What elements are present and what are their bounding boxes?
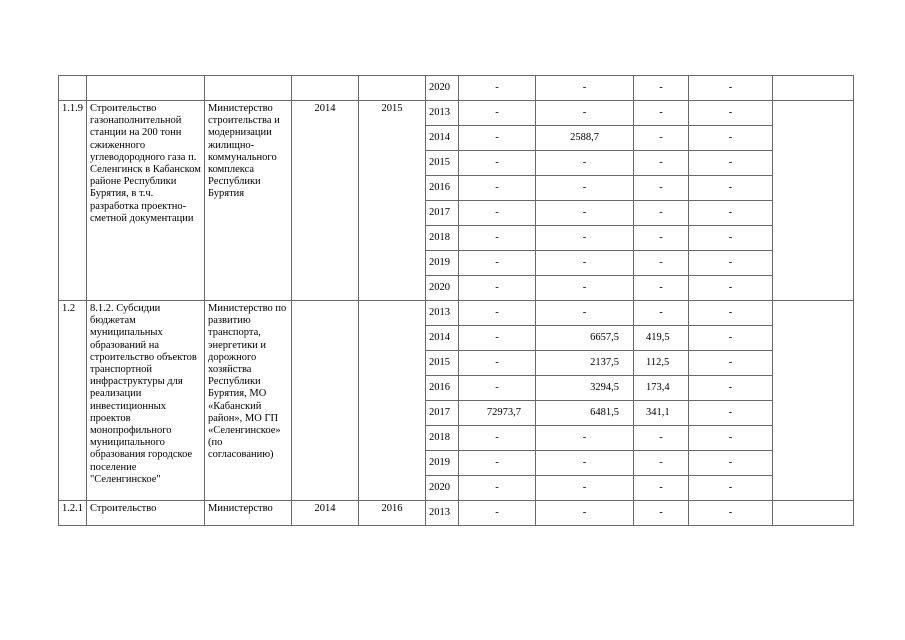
- item-responsible: Министерство по развитию транспорта, энергетики и дорожного хозяйства Республики Бурятия, МО «Кабанский район», МО ГП «Селенгинское» (по согласованию): [205, 301, 292, 501]
- item-name: Строительство: [87, 501, 205, 526]
- value-cell: -: [689, 326, 773, 351]
- year-cell: 2014: [426, 326, 459, 351]
- value-cell: -: [689, 201, 773, 226]
- value-cell: -: [689, 376, 773, 401]
- year-cell: 2019: [426, 251, 459, 276]
- value-cell: 6481,5: [536, 401, 634, 426]
- value-cell: -: [634, 451, 689, 476]
- value-cell: -: [536, 451, 634, 476]
- item-name: 8.1.2. Субсидии бюджетам муниципальных образований на строительство объектов транспортной инфраструктуры для реализации инвестиционных проектов монопрофильного муниципального образования городское поселение "Селенгинское": [87, 301, 205, 501]
- value-cell: -: [459, 451, 536, 476]
- year-cell: 2013: [426, 301, 459, 326]
- value-cell: 72973,7: [459, 401, 536, 426]
- value-cell: 173,4: [634, 376, 689, 401]
- value-cell: -: [459, 501, 536, 526]
- value-cell: -: [536, 501, 634, 526]
- year-cell: 2019: [426, 451, 459, 476]
- value-cell: -: [459, 151, 536, 176]
- value-cell: -: [459, 126, 536, 151]
- value-cell: -: [689, 151, 773, 176]
- value-cell: -: [634, 251, 689, 276]
- value-cell: -: [689, 251, 773, 276]
- empty-cell: [773, 501, 854, 526]
- value-cell: -: [634, 301, 689, 326]
- value-cell: -: [689, 401, 773, 426]
- table-row: [59, 76, 854, 101]
- value-cell: -: [634, 226, 689, 251]
- table-row: [59, 101, 854, 126]
- year-cell: 2016: [426, 176, 459, 201]
- year-cell: 2016: [426, 376, 459, 401]
- value-cell: -: [634, 501, 689, 526]
- value-cell: -: [459, 176, 536, 201]
- value-cell: -: [536, 226, 634, 251]
- value-cell: -: [689, 176, 773, 201]
- value-cell: -: [536, 176, 634, 201]
- item-number: 1.2: [59, 301, 87, 501]
- item-number: 1.2.1: [59, 501, 87, 526]
- program-table: [58, 75, 854, 526]
- end-year: 2016: [359, 501, 426, 526]
- value-cell: -: [459, 351, 536, 376]
- value-cell: -: [459, 476, 536, 501]
- year-cell: 2014: [426, 126, 459, 151]
- value-cell: -: [634, 101, 689, 126]
- empty-cell: [292, 76, 359, 101]
- empty-cell: [205, 76, 292, 101]
- year-cell: 2015: [426, 351, 459, 376]
- value-cell: -: [689, 126, 773, 151]
- year-cell: 2018: [426, 426, 459, 451]
- value-cell: -: [459, 426, 536, 451]
- value-cell: -: [634, 426, 689, 451]
- start-year: [292, 301, 359, 501]
- value-cell: -: [689, 76, 773, 101]
- empty-cell: [359, 76, 426, 101]
- value-cell: -: [536, 76, 634, 101]
- empty-cell: [87, 76, 205, 101]
- year-cell: 2017: [426, 401, 459, 426]
- year-cell: 2020: [426, 76, 459, 101]
- value-cell: -: [536, 301, 634, 326]
- item-name: Строительство газонаполнительной станции на 200 тонн сжиженного углеводородного газа п. Селенгинск в Кабанском районе Республики Бурятия, в т.ч. разработка проектно-сметной документации: [87, 101, 205, 301]
- value-cell: -: [689, 101, 773, 126]
- value-cell: -: [536, 251, 634, 276]
- value-cell: -: [634, 201, 689, 226]
- value-cell: -: [689, 501, 773, 526]
- value-cell: -: [689, 351, 773, 376]
- item-responsible: Министерство строительства и модернизации жилищно-коммунального комплекса Республики Бурятия: [205, 101, 292, 301]
- year-cell: 2018: [426, 226, 459, 251]
- value-cell: -: [689, 476, 773, 501]
- value-cell: -: [459, 101, 536, 126]
- item-number: 1.1.9: [59, 101, 87, 301]
- year-cell: 2015: [426, 151, 459, 176]
- empty-cell: [773, 301, 854, 501]
- year-cell: 2020: [426, 276, 459, 301]
- table-row: [59, 301, 854, 326]
- empty-cell: [773, 101, 854, 301]
- end-year: [359, 301, 426, 501]
- value-cell: -: [634, 476, 689, 501]
- value-cell: -: [689, 426, 773, 451]
- table-body: [59, 76, 854, 526]
- value-cell: -: [634, 126, 689, 151]
- value-cell: -: [536, 276, 634, 301]
- value-cell: -: [536, 476, 634, 501]
- start-year: 2014: [292, 101, 359, 301]
- value-cell: 2588,7: [536, 126, 634, 151]
- value-cell: 419,5: [634, 326, 689, 351]
- value-cell: -: [634, 176, 689, 201]
- value-cell: -: [689, 451, 773, 476]
- year-cell: 2017: [426, 201, 459, 226]
- value-cell: -: [689, 301, 773, 326]
- value-cell: -: [536, 201, 634, 226]
- empty-cell: [59, 76, 87, 101]
- value-cell: 341,1: [634, 401, 689, 426]
- year-cell: 2013: [426, 101, 459, 126]
- year-cell: 2020: [426, 476, 459, 501]
- value-cell: -: [634, 76, 689, 101]
- value-cell: -: [634, 276, 689, 301]
- value-cell: -: [536, 151, 634, 176]
- empty-cell: [773, 76, 854, 101]
- value-cell: -: [459, 226, 536, 251]
- value-cell: 2137,5: [536, 351, 634, 376]
- value-cell: -: [459, 251, 536, 276]
- value-cell: -: [689, 226, 773, 251]
- value-cell: -: [536, 426, 634, 451]
- value-cell: -: [459, 301, 536, 326]
- value-cell: -: [536, 101, 634, 126]
- value-cell: -: [459, 76, 536, 101]
- start-year: 2014: [292, 501, 359, 526]
- end-year: 2015: [359, 101, 426, 301]
- value-cell: -: [459, 201, 536, 226]
- value-cell: -: [634, 151, 689, 176]
- value-cell: -: [689, 276, 773, 301]
- value-cell: -: [459, 276, 536, 301]
- value-cell: 3294,5: [536, 376, 634, 401]
- table-row: [59, 501, 854, 526]
- item-responsible: Министерство: [205, 501, 292, 526]
- value-cell: -: [459, 326, 536, 351]
- value-cell: 6657,5: [536, 326, 634, 351]
- year-cell: 2013: [426, 501, 459, 526]
- value-cell: 112,5: [634, 351, 689, 376]
- value-cell: -: [459, 376, 536, 401]
